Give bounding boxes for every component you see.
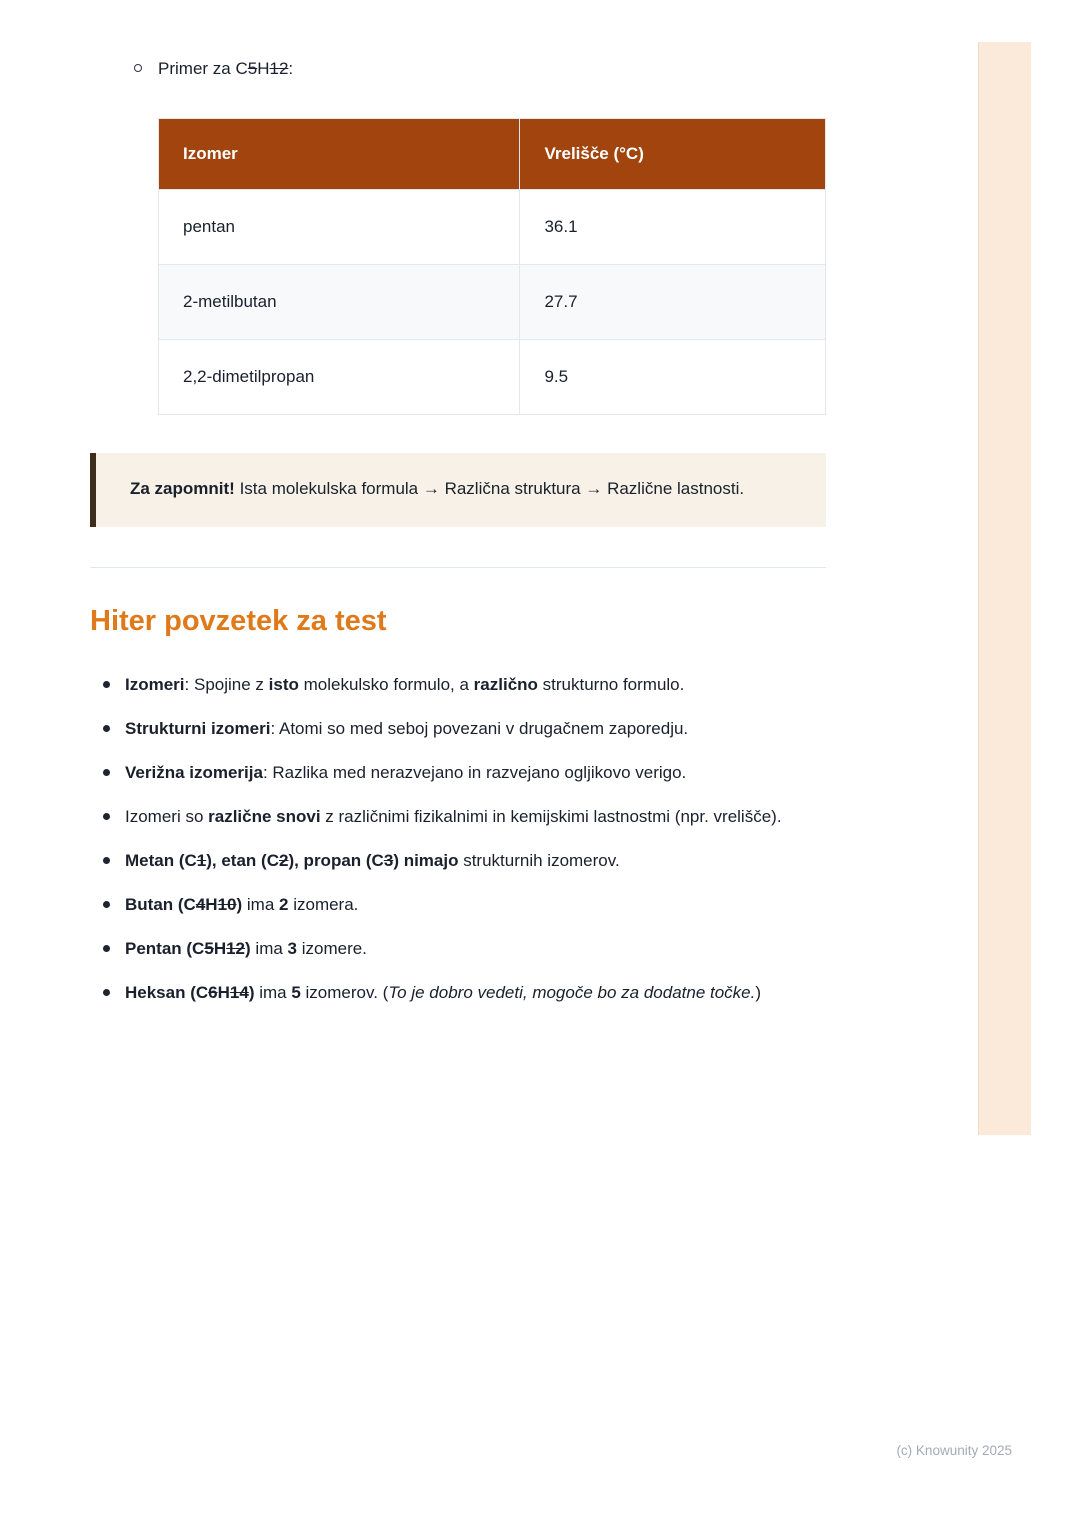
table-row <box>159 265 826 340</box>
remember-callout <box>90 453 826 527</box>
example-text <box>158 59 293 78</box>
text-segment: Strukturni izomeri <box>125 719 271 738</box>
text-segment: Verižna izomerija <box>125 763 263 782</box>
text-segment: H <box>213 939 227 958</box>
text-segment: 5 <box>204 939 214 958</box>
text-segment: ima <box>254 983 292 1002</box>
footer-copyright: (c) Knowunity 2025 <box>896 1443 1012 1458</box>
list-item <box>90 888 826 921</box>
text-segment: Primer za C <box>158 59 248 78</box>
text-segment: z različnimi fizikalnimi in kemijskimi lastnostmi (npr. vrelišče). <box>320 807 782 826</box>
example-bullet-line <box>90 56 826 82</box>
summary-list <box>90 668 826 1009</box>
text-segment: različne snovi <box>208 807 321 826</box>
text-segment: 12 <box>226 939 246 958</box>
text-segment: ), etan (C <box>206 851 279 870</box>
text-segment: Pentan (C <box>125 939 205 958</box>
text-segment: strukturno formulo. <box>537 675 685 694</box>
cell-vrelisce: 9.5 <box>520 340 826 415</box>
text-segment: Metan (C <box>125 851 197 870</box>
text-segment: 3 <box>287 939 297 958</box>
table-header-row <box>159 119 826 190</box>
text-segment: ima <box>250 939 288 958</box>
list-item <box>90 668 826 701</box>
list-item <box>90 844 826 877</box>
cell-izomer: pentan <box>159 190 520 265</box>
text-segment: Izomeri so <box>125 807 209 826</box>
summary-heading: Hiter povzetek za test <box>90 605 387 637</box>
cell-izomer: 2,2-dimetilpropan <box>159 340 520 415</box>
table-row <box>159 190 826 265</box>
callout-text <box>130 479 744 498</box>
table-row <box>159 340 826 415</box>
list-item <box>90 712 826 745</box>
list-item <box>90 976 826 1009</box>
text-segment: 4 <box>195 895 206 914</box>
text-segment: 3 <box>383 851 394 870</box>
text-segment: Ista molekulska formula → Različna struktura → Različne lastnosti. <box>234 479 745 498</box>
list-item <box>90 756 826 789</box>
text-segment: strukturnih izomerov. <box>458 851 620 870</box>
text-segment: 1 <box>196 851 207 870</box>
text-segment: izomere. <box>297 939 367 958</box>
text-segment: Za zapomnit! <box>130 479 235 498</box>
text-segment: H <box>217 983 230 1002</box>
text-segment: 2 <box>279 895 289 914</box>
cell-vrelisce: 36.1 <box>520 190 826 265</box>
text-segment: ) <box>245 939 251 958</box>
text-segment: : Atomi so med seboj povezani v drugačnem zaporedju. <box>270 719 689 738</box>
text-segment: različno <box>473 675 538 694</box>
text-segment: : Spojine z <box>184 675 269 694</box>
text-segment: To je dobro vedeti, mogoče bo za dodatne točke. <box>388 983 756 1002</box>
cell-vrelisce: 27.7 <box>520 265 826 340</box>
table-header-izomer: Izomer <box>159 119 520 190</box>
text-segment: 14 <box>229 983 249 1002</box>
text-segment: izomera. <box>288 895 359 914</box>
text-segment: H <box>205 895 218 914</box>
text-segment: : Razlika med nerazvejano in razvejano ogljikovo verigo. <box>262 763 687 782</box>
text-segment: 2 <box>278 851 289 870</box>
text-segment: : <box>288 59 294 78</box>
isomer-boiling-point-table <box>158 118 826 415</box>
text-segment: ) <box>755 983 762 1002</box>
list-item <box>90 932 826 965</box>
text-segment: 6 <box>208 983 218 1002</box>
text-segment: H <box>257 59 270 78</box>
text-segment: 5 <box>247 59 258 78</box>
circle-bullet-icon <box>134 64 142 72</box>
cell-izomer: 2-metilbutan <box>159 265 520 340</box>
text-segment: 12 <box>269 59 289 78</box>
side-accent-bar <box>978 42 1031 1135</box>
text-segment: ), propan (C <box>288 851 384 870</box>
text-segment: isto <box>268 675 299 694</box>
text-segment: Butan (C <box>125 895 196 914</box>
list-item <box>90 800 826 833</box>
text-segment: molekulsko formulo, a <box>298 675 474 694</box>
text-segment: 10 <box>217 895 237 914</box>
table-header-vrelisce: Vrelišče (°C) <box>520 119 826 190</box>
text-segment: Izomeri <box>125 675 185 694</box>
text-segment: 5 <box>291 983 301 1002</box>
text-segment: ima <box>242 895 280 914</box>
section-divider <box>90 567 826 568</box>
text-segment: izomerov. ( <box>300 983 389 1002</box>
document-content <box>90 0 826 1009</box>
text-segment: ) <box>236 895 243 914</box>
text-segment: Heksan (C <box>125 983 209 1002</box>
text-segment: ) <box>248 983 255 1002</box>
text-segment: ) nimajo <box>393 851 459 870</box>
